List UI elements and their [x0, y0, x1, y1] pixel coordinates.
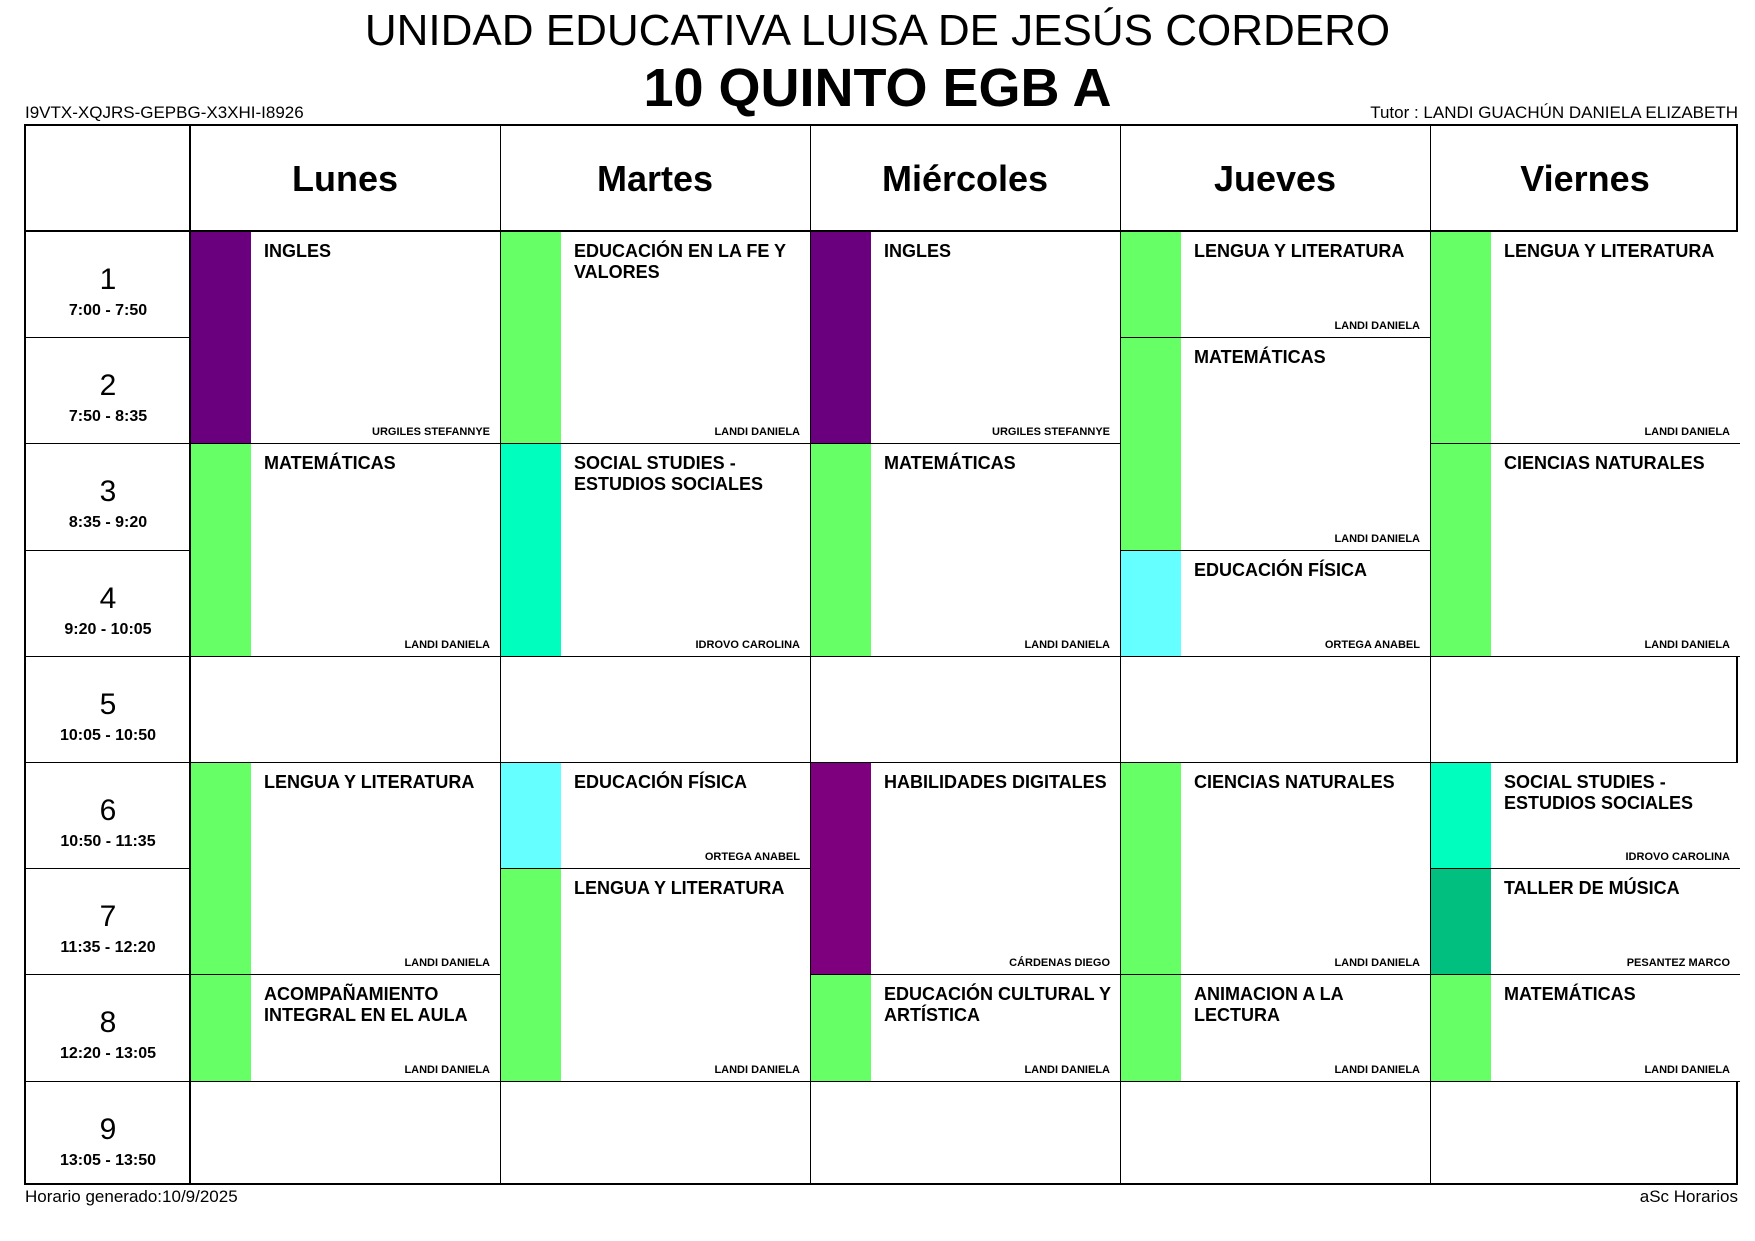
- subject-name: EDUCACIÓN CULTURAL Y ARTÍSTICA: [884, 984, 1111, 1025]
- period-label: [26, 974, 190, 1080]
- subject-color-bar: [811, 444, 871, 656]
- day-column-divider: [500, 126, 501, 1183]
- lesson-card[interactable]: [191, 444, 500, 657]
- period-label: [26, 337, 190, 443]
- period-time: 10:05 - 10:50: [59, 726, 157, 744]
- lesson-card[interactable]: [191, 975, 500, 1082]
- period-time: 12:20 - 13:05: [59, 1045, 157, 1063]
- lesson-card[interactable]: [501, 232, 810, 444]
- lesson-card[interactable]: [1431, 869, 1740, 975]
- teacher-name: URGILES STEFANNYE: [992, 426, 1110, 438]
- lesson-card[interactable]: [1121, 551, 1430, 657]
- subject-color-bar: [501, 232, 561, 443]
- lesson-card[interactable]: [1431, 763, 1740, 869]
- teacher-name: URGILES STEFANNYE: [372, 426, 490, 438]
- subject-color-bar: [1121, 232, 1181, 337]
- teacher-name: PESANTEZ MARCO: [1626, 957, 1730, 969]
- subject-name: MATEMÁTICAS: [264, 453, 396, 473]
- subject-color-bar: [191, 763, 251, 974]
- lesson-card[interactable]: [501, 763, 810, 869]
- subject-name: ACOMPAÑAMIENTO INTEGRAL EN EL AULA: [264, 984, 468, 1025]
- period-label: [26, 231, 190, 337]
- period-number: 1: [99, 263, 117, 296]
- period-label: [26, 1081, 190, 1187]
- lesson-card[interactable]: [811, 763, 1120, 975]
- period-number: 2: [99, 369, 117, 403]
- subject-color-bar: [1431, 444, 1491, 656]
- generated-date: Horario generado:10/9/2025: [25, 1187, 238, 1206]
- class-title: 10 QUINTO EGB A: [643, 58, 1112, 118]
- lesson-card[interactable]: [811, 444, 1120, 657]
- period-label: [26, 762, 190, 868]
- period-label: [26, 443, 190, 549]
- lesson-card[interactable]: [501, 444, 810, 657]
- day-column-divider: [810, 126, 811, 1183]
- period-time: 11:35 - 12:20: [60, 939, 156, 957]
- period-number: 6: [99, 794, 117, 827]
- lesson-card[interactable]: [1431, 444, 1740, 657]
- subject-color-bar: [811, 763, 871, 974]
- period-time: 7:50 - 8:35: [68, 408, 148, 426]
- lesson-card[interactable]: [1431, 975, 1740, 1082]
- lesson-card[interactable]: [1431, 232, 1740, 444]
- period-label: [26, 868, 190, 974]
- period-number: 7: [99, 900, 117, 934]
- period-number: 5: [99, 687, 117, 721]
- subject-color-bar: [1431, 232, 1491, 443]
- subject-color-bar: [1431, 763, 1491, 868]
- subject-name: CIENCIAS NATURALES: [1504, 453, 1705, 473]
- day-column-divider: [1120, 126, 1121, 1183]
- subject-name: MATEMÁTICAS: [1504, 984, 1636, 1004]
- teacher-name: LANDI DANIELA: [714, 426, 800, 438]
- subject-name: LENGUA Y LITERATURA: [574, 878, 785, 898]
- subject-color-bar: [191, 444, 251, 656]
- period-label: [26, 550, 190, 656]
- teacher-name: LANDI DANIELA: [404, 957, 490, 969]
- teacher-name: LANDI DANIELA: [1024, 1064, 1110, 1076]
- teacher-name: LANDI DANIELA: [1334, 1064, 1420, 1076]
- subject-name: LENGUA Y LITERATURA: [264, 772, 475, 792]
- subject-color-bar: [1121, 338, 1181, 550]
- subject-color-bar: [501, 444, 561, 656]
- software-brand: aSc Horarios: [1639, 1187, 1738, 1206]
- period-label: [26, 656, 190, 762]
- lesson-card[interactable]: [191, 232, 500, 444]
- teacher-name: ORTEGA ANABEL: [1324, 639, 1420, 651]
- subject-color-bar: [1431, 975, 1491, 1081]
- period-time: 10:50 - 11:35: [60, 833, 156, 850]
- subject-name: EDUCACIÓN EN LA FE Y VALORES: [574, 241, 786, 282]
- subject-color-bar: [1121, 763, 1181, 974]
- subject-name: ANIMACION A LA LECTURA: [1194, 984, 1343, 1025]
- period-number: 3: [99, 475, 117, 509]
- period-number: 9: [99, 1112, 117, 1146]
- subject-color-bar: [811, 232, 871, 443]
- subject-name: LENGUA Y LITERATURA: [1194, 241, 1405, 261]
- day-header: Viernes: [1520, 157, 1650, 199]
- subject-name: MATEMÁTICAS: [1194, 347, 1326, 367]
- lesson-card[interactable]: [191, 763, 500, 975]
- teacher-name: LANDI DANIELA: [404, 639, 490, 651]
- teacher-name: LANDI DANIELA: [714, 1064, 800, 1076]
- subject-color-bar: [191, 975, 251, 1081]
- subject-color-bar: [1431, 869, 1491, 974]
- teacher-name: LANDI DANIELA: [1334, 320, 1420, 332]
- period-time: 7:00 - 7:50: [68, 302, 148, 319]
- day-header: Lunes: [291, 157, 398, 199]
- lesson-card[interactable]: [811, 975, 1120, 1082]
- teacher-name: LANDI DANIELA: [1334, 957, 1420, 969]
- tutor-label: Tutor : LANDI GUACHÚN DANIELA ELIZABETH: [1370, 103, 1738, 122]
- teacher-name: IDROVO CAROLINA: [695, 639, 800, 651]
- period-time: 8:35 - 9:20: [68, 514, 148, 532]
- subject-name: INGLES: [884, 241, 952, 261]
- teacher-name: CÁRDENAS DIEGO: [1009, 957, 1110, 969]
- teacher-name: LANDI DANIELA: [1644, 639, 1730, 651]
- subject-name: CIENCIAS NATURALES: [1194, 772, 1395, 792]
- subject-color-bar: [191, 232, 251, 443]
- timetable-code: I9VTX-XQJRS-GEPBG-X3XHI-I8926: [25, 103, 304, 122]
- period-column-divider: [189, 126, 191, 1183]
- teacher-name: LANDI DANIELA: [1644, 1064, 1730, 1076]
- lesson-card[interactable]: [1121, 338, 1430, 551]
- lesson-card[interactable]: [1121, 232, 1430, 338]
- subject-name: TALLER DE MÚSICA: [1504, 878, 1680, 898]
- subject-name: EDUCACIÓN FÍSICA: [574, 772, 748, 792]
- day-header: Miércoles: [881, 157, 1049, 199]
- subject-name: SOCIAL STUDIES - ESTUDIOS SOCIALES: [1504, 772, 1694, 813]
- period-number: 4: [99, 581, 117, 615]
- subject-name: EDUCACIÓN FÍSICA: [1194, 560, 1368, 580]
- lesson-card[interactable]: [811, 232, 1120, 444]
- subject-color-bar: [501, 869, 561, 1081]
- header-divider: [26, 230, 1736, 232]
- day-header: Martes: [596, 157, 714, 199]
- lesson-card[interactable]: [1121, 975, 1430, 1082]
- timetable-grid: [24, 124, 1738, 1185]
- teacher-name: LANDI DANIELA: [404, 1064, 490, 1076]
- teacher-name: LANDI DANIELA: [1644, 426, 1730, 438]
- lesson-card[interactable]: [1121, 763, 1430, 975]
- lesson-card[interactable]: [501, 869, 810, 1082]
- subject-color-bar: [811, 975, 871, 1081]
- teacher-name: LANDI DANIELA: [1334, 533, 1420, 545]
- subject-name: MATEMÁTICAS: [884, 453, 1016, 473]
- period-time: 9:20 - 10:05: [64, 620, 152, 638]
- period-number: 8: [99, 1006, 117, 1040]
- subject-name: HABILIDADES DIGITALES: [884, 772, 1107, 792]
- day-header: Jueves: [1213, 157, 1337, 199]
- period-time: 13:05 - 13:50: [59, 1151, 157, 1169]
- school-name: UNIDAD EDUCATIVA LUISA DE JESÚS CORDERO: [364, 6, 1391, 55]
- teacher-name: LANDI DANIELA: [1024, 639, 1110, 651]
- subject-name: LENGUA Y LITERATURA: [1504, 241, 1715, 261]
- subject-name: INGLES: [264, 241, 332, 261]
- subject-color-bar: [1121, 551, 1181, 656]
- subject-color-bar: [1121, 975, 1181, 1081]
- teacher-name: ORTEGA ANABEL: [704, 851, 800, 863]
- subject-name: SOCIAL STUDIES - ESTUDIOS SOCIALES: [574, 453, 764, 494]
- subject-color-bar: [501, 763, 561, 868]
- day-column-divider: [1430, 126, 1431, 1183]
- teacher-name: IDROVO CAROLINA: [1625, 851, 1730, 863]
